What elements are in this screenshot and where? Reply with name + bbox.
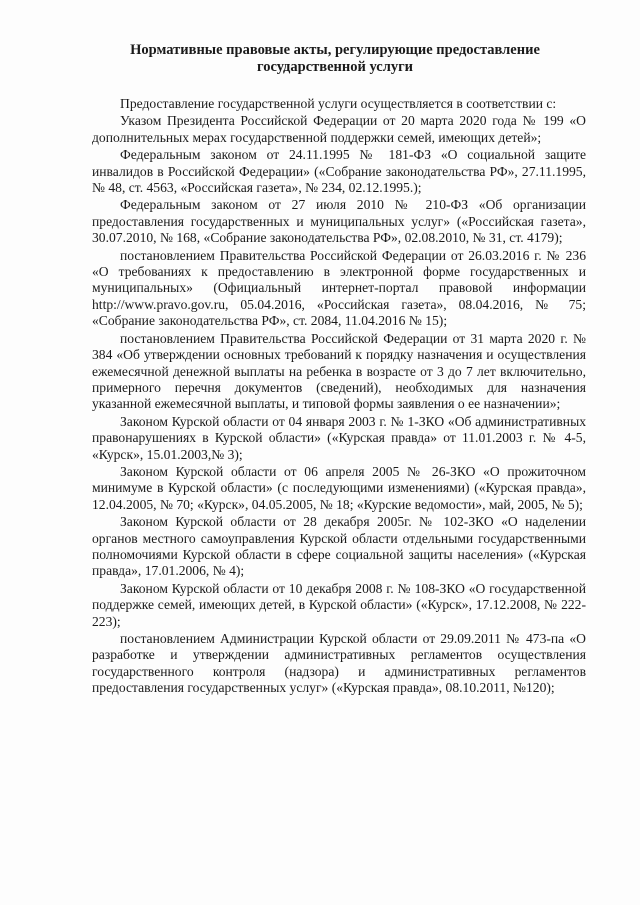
paragraph-decree-199: Указом Президента Российской Федерации от 20 марта 2020 года № 199 «О дополнительных мерах государственной поддержки семей, имеющих детей»; [92, 113, 586, 145]
document-body [92, 96, 586, 698]
paragraph-resolution-473pa: постановлением Администрации Курской области от 29.09.2011 № 473-па «О разработке и утверждении административных регламентов осуществления государственного контроля (надзора) и административных регламентов предоставления государственных услуг» («Курская правда», 08.10.2011, №120); [92, 631, 586, 696]
title-line-1: Нормативные правовые акты, регулирующие предоставление [130, 42, 540, 58]
paragraph-law-210fz: Федеральным законом от 27 июля 2010 № 210-ФЗ «Об организации предоставления государственных и муниципальных услуг» («Российская газета», 30.07.2010, № 168, «Собрание законодательства РФ», 02.08.2010, № 31, ст. 4179); [92, 197, 586, 246]
title-line-2: государственной услуги [256, 59, 414, 75]
paragraph-intro: Предоставление государственной услуги осуществляется в соответствии с: [120, 96, 557, 111]
paragraph-resolution-384: постановлением Правительства Российской Федерации от 31 марта 2020 г. № 384 «Об утверждении основных требований к порядку назначения и осуществления ежемесячной денежной выплаты на ребенка в возрасте от 3 до 7 лет включительно, примерного перечня документов (сведений), необходимых для назначения указанной ежемесячной выплаты, и типовой формы заявления о ее назначении»; [92, 330, 586, 412]
paragraph-law-26zko: Законом Курской области от 06 апреля 2005 № 26-ЗКО «О прожиточном минимуме в Курской области» (с последующими изменениями) («Курская правда», 12.04.2005, № 70; «Курск», 04.05.2005, № 18; «Курские ведомости», май, 2005, № 5); [92, 463, 586, 512]
paragraph-law-102zko: Законом Курской области от 28 декабря 2005г. № 102-ЗКО «О наделении органов местного самоуправления Курской области отдельными государственными полномочиями Курской области в сфере социальной защиты населения» («Курская правда», 17.01.2006, № 4); [92, 514, 586, 579]
paragraph-law-108zko: Законом Курской области от 10 декабря 2008 г. № 108-ЗКО «О государственной поддержке семей, имеющих детей, в Курской области» («Курск», 17.12.2008, № 222-223); [92, 580, 586, 629]
document-title [70, 42, 600, 76]
paragraph-resolution-236: постановлением Правительства Российской Федерации от 26.03.2016 г. № 236 «О требованиях к предоставлению в электронной форме государственных и муниципальных» (Официальный интернет-портал правовой информации http://www.pravo.gov.ru, 05.04.2016, «Российская газета», 08.04.2016, № 75; «Собрание законодательства РФ», ст. 2084, 11.04.2016 № 15); [92, 247, 586, 329]
paragraph-law-181fz: Федеральным законом от 24.11.1995 № 181-ФЗ «О социальной защите инвалидов в Российской Федерации» («Собрание законодательства РФ», 27.11.1995, № 48, ст. 4563, «Российская газета», № 234, 02.12.1995.); [92, 147, 586, 196]
paragraph-law-1zko: Законом Курской области от 04 января 2003 г. № 1-ЗКО «Об административных правонарушениях в Курской области» («Курская правда» от 11.01.2003 г. № 4-5, «Курск», 15.01.2003,№ 3); [92, 413, 586, 462]
